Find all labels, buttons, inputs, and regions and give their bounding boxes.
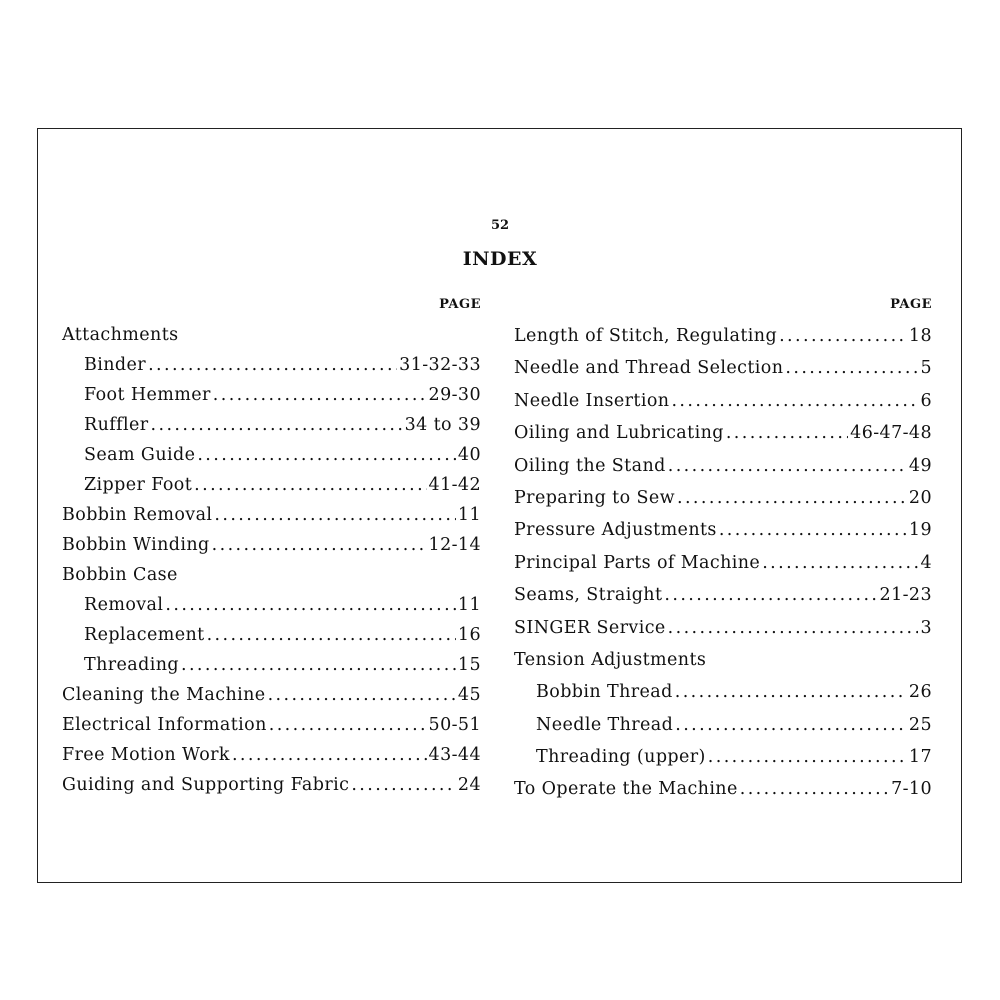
index-subentry (514, 676, 932, 708)
index-column-right (514, 294, 932, 806)
dot-leader (197, 440, 456, 470)
dot-leader (213, 380, 427, 410)
entry-label: Electrical Information (62, 715, 267, 735)
entry-label: Bobbin Winding (62, 535, 210, 555)
index-entries-right (514, 320, 932, 806)
entry-label: Needle Thread (536, 714, 674, 735)
dot-leader (762, 547, 918, 579)
dot-leader (207, 620, 456, 650)
index-entry (514, 773, 932, 805)
entry-label: Bobbin Removal (62, 505, 213, 525)
entry-label: Oiling the Stand (514, 455, 666, 476)
dot-leader (165, 590, 456, 620)
entry-label: Length of Stitch, Regulating (514, 326, 778, 346)
index-subentry (62, 440, 481, 470)
entry-pages: 7-10 (891, 779, 932, 800)
index-entry (514, 482, 932, 514)
index-title: INDEX (462, 248, 538, 270)
entry-label: Ruffler (84, 415, 149, 435)
entry-label: Threading (upper) (536, 747, 706, 768)
entry-pages: 15 (457, 655, 481, 675)
entry-label: Needle and Thread Selection (514, 358, 784, 379)
dot-leader (269, 710, 427, 740)
entry-pages: 50-51 (428, 715, 481, 735)
entry-label: Cleaning the Machine (62, 685, 266, 705)
entry-pages: 34 to 39 (404, 415, 481, 435)
dot-leader (708, 741, 907, 773)
dot-leader (664, 579, 877, 611)
index-column-left (62, 294, 481, 800)
entry-pages: 45 (457, 685, 481, 705)
entry-label: Bobbin Thread (536, 682, 673, 703)
entry-label: Seam Guide (84, 445, 196, 465)
entry-pages: 12-14 (428, 535, 481, 555)
entry-pages: 11 (457, 505, 481, 525)
page-number: 52 (490, 218, 510, 233)
entry-label: Removal (84, 595, 164, 615)
entry-label: Tension Adjustments (514, 649, 707, 670)
index-entry (62, 680, 481, 710)
dot-leader (785, 352, 918, 384)
entry-label: Preparing to Sew (514, 487, 675, 508)
index-entry (62, 740, 481, 770)
dot-leader (212, 530, 427, 560)
entry-label: Seams, Straight (514, 585, 663, 606)
dot-leader (726, 417, 848, 449)
index-subentry (514, 709, 932, 741)
dot-leader (232, 740, 427, 770)
dot-leader (194, 470, 426, 500)
entry-label: Replacement (84, 625, 205, 645)
entry-pages: 40 (457, 445, 481, 465)
dot-leader (268, 680, 456, 710)
index-entry (62, 320, 481, 350)
entry-pages: 25 (908, 714, 932, 735)
entry-pages: 19 (908, 520, 932, 541)
entry-pages: 43-44 (428, 745, 481, 765)
entry-label: Pressure Adjustments (514, 520, 717, 541)
index-entry (514, 417, 932, 449)
entry-label: Free Motion Work (62, 745, 230, 765)
index-subentry (62, 410, 481, 440)
entry-pages: 26 (908, 682, 932, 703)
entry-label: Guiding and Supporting Fabric (62, 775, 350, 795)
dot-leader (677, 482, 907, 514)
dot-leader (668, 612, 919, 644)
entry-label: Binder (84, 355, 147, 375)
index-entry (62, 770, 481, 800)
dot-leader (671, 385, 918, 417)
index-entry (514, 644, 932, 676)
index-entry (62, 500, 481, 530)
dot-leader (740, 773, 889, 805)
page-column-header: PAGE (439, 297, 481, 312)
dot-leader (148, 350, 397, 380)
entry-pages: 4 (920, 552, 932, 573)
dot-leader (214, 500, 456, 530)
page-column-header: PAGE (890, 297, 932, 312)
dot-leader (675, 709, 907, 741)
index-entry (514, 352, 932, 384)
index-entry (514, 450, 932, 482)
index-subentry (62, 350, 481, 380)
entry-pages: 29-30 (428, 385, 481, 405)
entry-label: Attachments (62, 325, 179, 345)
dot-leader (668, 450, 907, 482)
entry-pages: 20 (908, 487, 932, 508)
index-entry (514, 320, 932, 352)
entry-label: Oiling and Lubricating (514, 423, 724, 444)
index-subentry (62, 590, 481, 620)
entry-pages: 46-47-48 (850, 423, 932, 444)
entry-pages: 21-23 (879, 585, 932, 606)
entry-label: To Operate the Machine (514, 779, 738, 800)
entry-pages: 24 (457, 775, 481, 795)
index-entry (62, 530, 481, 560)
entry-pages: 16 (457, 625, 481, 645)
entry-label: Bobbin Case (62, 565, 178, 585)
index-subentry (62, 620, 481, 650)
dot-leader (675, 676, 907, 708)
entry-pages: 3 (920, 617, 932, 638)
index-entry (514, 385, 932, 417)
entry-label: Principal Parts of Machine (514, 552, 761, 573)
dot-leader (779, 320, 907, 352)
entry-label: Zipper Foot (84, 475, 193, 495)
entry-pages: 5 (920, 358, 932, 379)
index-entry (62, 710, 481, 740)
entry-pages: 6 (920, 390, 932, 411)
index-subentry (62, 650, 481, 680)
index-entry (514, 612, 932, 644)
entry-label: Foot Hemmer (84, 385, 211, 405)
entry-label: Threading (84, 655, 179, 675)
index-entry (514, 547, 932, 579)
entry-pages: 31-32-33 (399, 355, 481, 375)
index-entries-left (62, 320, 481, 800)
index-subentry (62, 470, 481, 500)
entry-pages: 17 (908, 747, 932, 768)
dot-leader (181, 650, 456, 680)
entry-pages: 49 (908, 455, 932, 476)
index-subentry (514, 741, 932, 773)
entry-pages: 41-42 (428, 475, 481, 495)
dot-leader (719, 514, 907, 546)
entry-label: SINGER Service (514, 617, 666, 638)
index-entry (62, 560, 481, 590)
dot-leader (351, 770, 456, 800)
index-subentry (62, 380, 481, 410)
entry-pages: 11 (457, 595, 481, 615)
entry-label: Needle Insertion (514, 390, 670, 411)
index-entry (514, 514, 932, 546)
entry-pages: 18 (908, 326, 932, 346)
index-entry (514, 579, 932, 611)
dot-leader (151, 410, 403, 440)
